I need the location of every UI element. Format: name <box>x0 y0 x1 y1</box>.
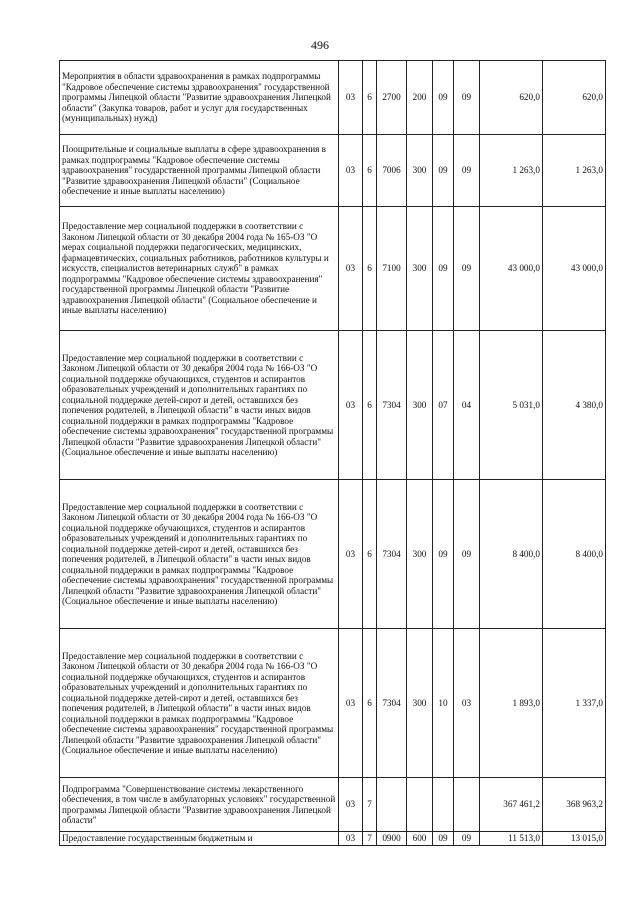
code-section: 09 <box>433 135 454 207</box>
code-section: 10 <box>433 629 454 778</box>
code-target: 7006 <box>377 135 407 207</box>
table-row <box>60 480 606 629</box>
amount-year-2: 620,0 <box>543 61 606 135</box>
code-program: 6 <box>363 629 377 778</box>
code-program: 6 <box>363 135 377 207</box>
amount-year-1: 620,0 <box>480 61 543 135</box>
code-subsection <box>454 778 480 832</box>
code-subsection: 09 <box>454 832 480 846</box>
code-section: 09 <box>433 832 454 846</box>
code-program: 6 <box>363 207 377 331</box>
code-subsection: 09 <box>454 480 480 629</box>
code-target: 0900 <box>377 832 407 846</box>
amount-year-1: 8 400,0 <box>480 480 543 629</box>
code-expense-type: 300 <box>407 207 433 331</box>
row-description: Предоставление мер социальной поддержки в соответствии с Законом Липецкой области от 30 декабря 2004 года № 166-ОЗ "О социальной поддержке обучающихся, студентов и аспирантов образовательных учреждений и дополнительных гарантиях по социальной поддержке детей-сирот и детей, оставшихся без попечения родителей, в Липецкой области" в части иных видов социальной поддержки в рамках подпрограммы "Кадровое обеспечение системы здравоохранения" государственной программы Липецкой области "Развитие здравоохранения Липецкой области" (Социальное обеспечение и иные выплаты населению) <box>60 480 339 629</box>
page-number: 496 <box>311 38 329 52</box>
amount-year-2: 4 380,0 <box>543 331 606 480</box>
table-row <box>60 207 606 331</box>
table-row <box>60 778 606 832</box>
code-subsection: 03 <box>454 629 480 778</box>
table-row <box>60 135 606 207</box>
code-ministry: 03 <box>339 778 363 832</box>
amount-year-2: 13 015,0 <box>543 832 606 846</box>
code-ministry: 03 <box>339 832 363 846</box>
code-target: 7304 <box>377 629 407 778</box>
code-ministry: 03 <box>339 135 363 207</box>
code-program: 7 <box>363 778 377 832</box>
amount-year-1: 11 513,0 <box>480 832 543 846</box>
code-target <box>377 778 407 832</box>
code-program: 6 <box>363 480 377 629</box>
code-ministry: 03 <box>339 61 363 135</box>
code-section <box>433 778 454 832</box>
code-expense-type: 300 <box>407 480 433 629</box>
code-subsection: 09 <box>454 135 480 207</box>
code-program: 7 <box>363 832 377 846</box>
code-subsection: 09 <box>454 207 480 331</box>
amount-year-1: 43 000,0 <box>480 207 543 331</box>
table-row <box>60 832 606 846</box>
row-description: Предоставление мер социальной поддержки в соответствии с Законом Липецкой области от 30 декабря 2004 года № 166-ОЗ "О социальной поддержке обучающихся, студентов и аспирантов образовательных учреждений и дополнительных гарантиях по социальной поддержке детей-сирот и детей, оставшихся без попечения родителей, в Липецкой области" в части иных видов социальной поддержки в рамках подпрограммы "Кадровое обеспечение системы здравоохранения" государственной программы Липецкой области "Развитие здравоохранения Липецкой области" (Социальное обеспечение и иные выплаты населению) <box>60 331 339 480</box>
code-expense-type: 300 <box>407 629 433 778</box>
row-description: Мероприятия в области здравоохранения в рамках подпрограммы "Кадровое обеспечение системы здравоохранения" государственной программы Липецкой области "Развитие здравоохранения Липецкой области" (Закупка товаров, работ и услуг для государственных (муниципальных) нужд) <box>60 61 339 135</box>
table-row <box>60 629 606 778</box>
row-description: Предоставление государственным бюджетным и <box>60 832 339 846</box>
budget-table <box>59 60 606 846</box>
amount-year-1: 5 031,0 <box>480 331 543 480</box>
code-ministry: 03 <box>339 629 363 778</box>
code-expense-type: 200 <box>407 61 433 135</box>
amount-year-2: 1 263,0 <box>543 135 606 207</box>
code-expense-type: 300 <box>407 331 433 480</box>
code-target: 7304 <box>377 480 407 629</box>
code-subsection: 04 <box>454 331 480 480</box>
code-section: 07 <box>433 331 454 480</box>
table-row <box>60 61 606 135</box>
amount-year-1: 1 263,0 <box>480 135 543 207</box>
amount-year-1: 1 893,0 <box>480 629 543 778</box>
row-description: Подпрограмма "Совершенствование системы лекарственного обеспечения, в том числе в амбулаторных условиях" государственной программы Липецкой области "Развитие здравоохранения Липецкой области" <box>60 778 339 832</box>
code-section: 09 <box>433 61 454 135</box>
code-program: 6 <box>363 61 377 135</box>
code-subsection: 09 <box>454 61 480 135</box>
amount-year-2: 43 000,0 <box>543 207 606 331</box>
code-expense-type: 600 <box>407 832 433 846</box>
code-section: 09 <box>433 480 454 629</box>
code-target: 2700 <box>377 61 407 135</box>
code-ministry: 03 <box>339 480 363 629</box>
row-description: Поощрительные и социальные выплаты в сфере здравоохранения в рамках подпрограммы "Кадровое обеспечение системы здравоохранения" государственной программы Липецкой области "Развитие здравоохранения Липецкой области" (Социальное обеспечение и иные выплаты населению) <box>60 135 339 207</box>
code-expense-type <box>407 778 433 832</box>
code-ministry: 03 <box>339 331 363 480</box>
row-description: Предоставление мер социальной поддержки в соответствии с Законом Липецкой области от 30 декабря 2004 года № 165-ОЗ "О мерах социальной поддержки педагогических, медицинских, фармацевтических, социальных работников, работников культуры и искусств, специалистов ветеринарных служб" в рамках подпрограммы "Кадровое обеспечение системы здравоохранения" государственной программы Липецкой области "Развитие здравоохранения Липецкой области" (Социальное обеспечение и иные выплаты населению) <box>60 207 339 331</box>
row-description: Предоставление мер социальной поддержки в соответствии с Законом Липецкой области от 30 декабря 2004 года № 166-ОЗ "О социальной поддержке обучающихся, студентов и аспирантов образовательных учреждений и дополнительных гарантиях по социальной поддержке детей-сирот и детей, оставшихся без попечения родителей, в Липецкой области" в части иных видов социальной поддержки в рамках подпрограммы "Кадровое обеспечение системы здравоохранения" государственной программы Липецкой области "Развитие здравоохранения Липецкой области" (Социальное обеспечение и иные выплаты населению) <box>60 629 339 778</box>
amount-year-1: 367 461,2 <box>480 778 543 832</box>
code-expense-type: 300 <box>407 135 433 207</box>
code-target: 7100 <box>377 207 407 331</box>
table-row <box>60 331 606 480</box>
amount-year-2: 8 400,0 <box>543 480 606 629</box>
amount-year-2: 368 963,2 <box>543 778 606 832</box>
code-section: 09 <box>433 207 454 331</box>
amount-year-2: 1 337,0 <box>543 629 606 778</box>
code-ministry: 03 <box>339 207 363 331</box>
code-program: 6 <box>363 331 377 480</box>
code-target: 7304 <box>377 331 407 480</box>
